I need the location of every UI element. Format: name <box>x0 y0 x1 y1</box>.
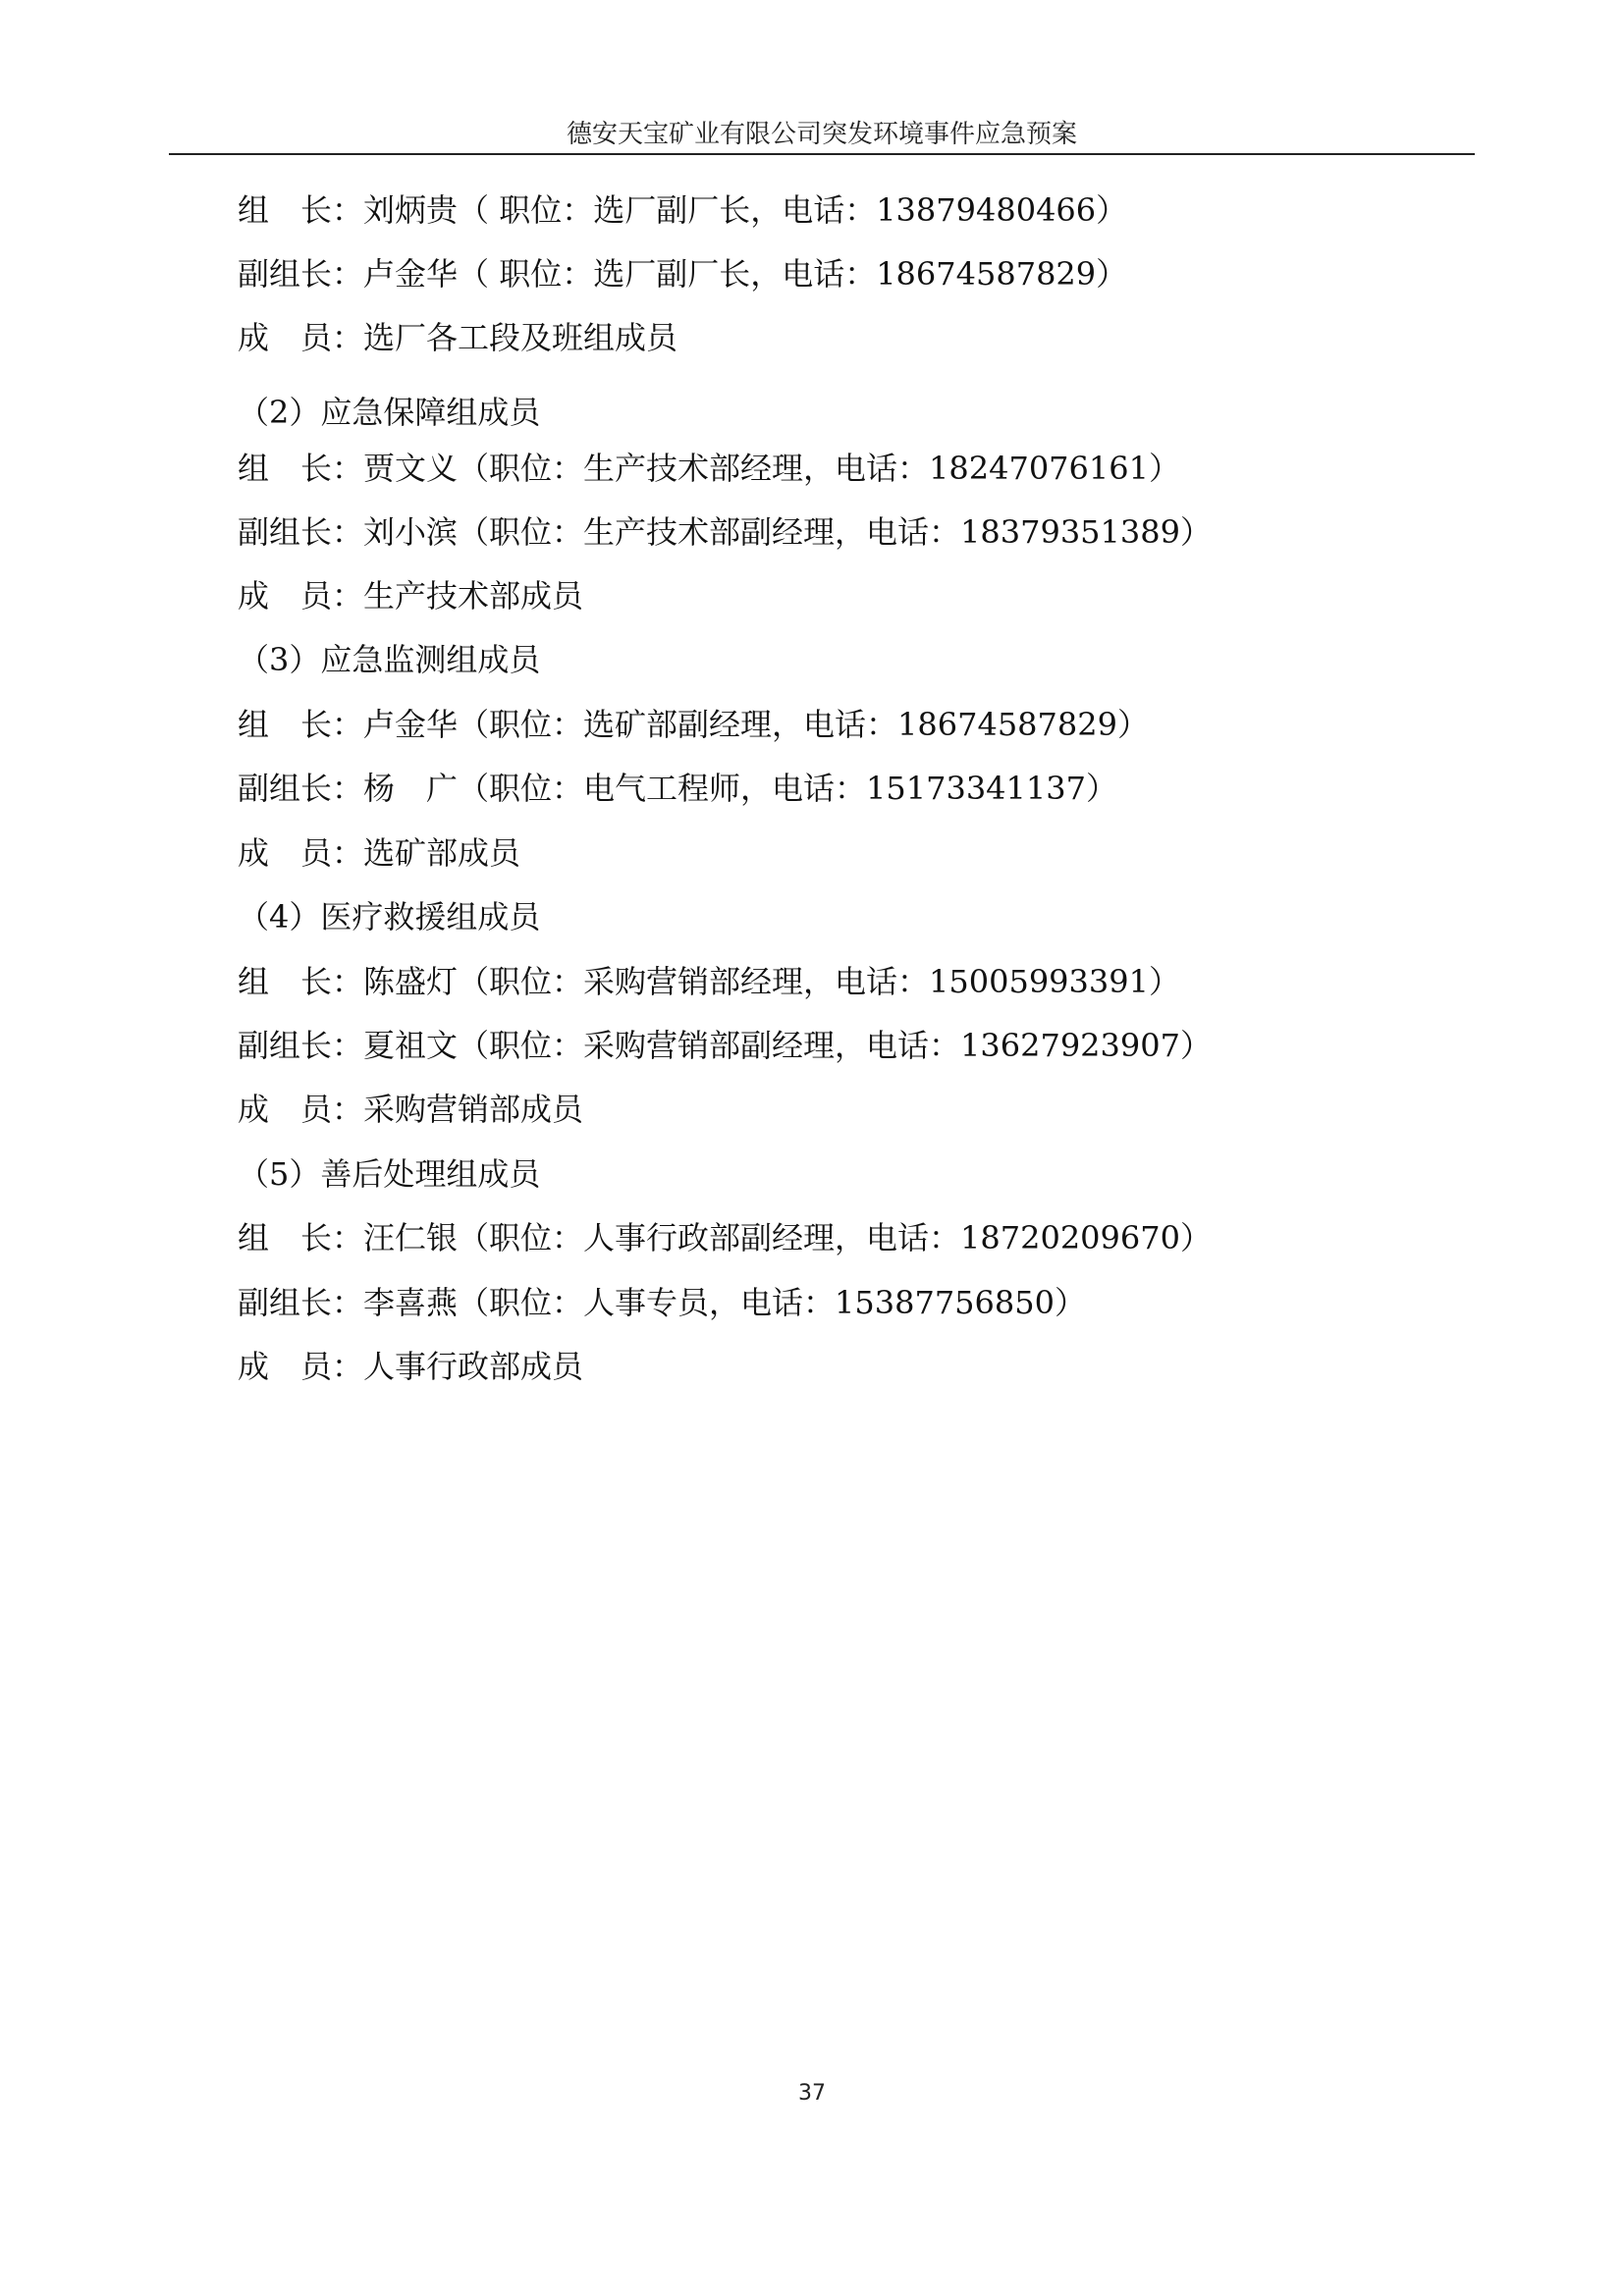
group-4-deputy-line <box>238 1024 1212 1067</box>
running-header: 德安天宝矿业有限公司突发环境事件应急预案 <box>566 120 1077 149</box>
group-2-leader-line <box>238 447 1180 490</box>
group-4-leader-label: 组 长： <box>238 963 364 1000</box>
group-5-leader-label: 组 长： <box>238 1219 364 1256</box>
group-3-leader-value: 卢金华（职位：选矿部副经理，电话：18674587829） <box>363 706 1149 743</box>
group-2-title: （2）应急保障组成员 <box>238 394 541 431</box>
group-2-members-label: 成 员： <box>238 577 364 614</box>
group-3-deputy-line <box>238 767 1117 810</box>
group-1-members-value: 选厂各工段及班组成员 <box>363 319 678 356</box>
group-3-members-value: 选矿部成员 <box>363 834 521 872</box>
group-2-members-value: 生产技术部成员 <box>363 577 584 614</box>
group-5-title: （5）善后处理组成员 <box>238 1155 541 1193</box>
group-5-leader-line <box>238 1216 1212 1259</box>
group-2-leader-label: 组 长： <box>238 450 364 487</box>
group-2-deputy-line <box>238 510 1212 554</box>
group-4-deputy-label: 副组长： <box>238 1027 364 1064</box>
group-5-deputy-line <box>238 1281 1086 1324</box>
group-4-members-label: 成 员： <box>238 1091 364 1128</box>
group-1-deputy-value: 卢金华（ 职位：选厂副厂长，电话：18674587829） <box>363 255 1128 293</box>
group-1-leader-label: 组 长： <box>238 191 364 229</box>
group-3-deputy-label: 副组长： <box>238 770 364 807</box>
group-1-leader-line <box>238 188 1127 232</box>
group-2-leader-value: 贾文义（职位：生产技术部经理，电话：18247076161） <box>363 450 1180 487</box>
group-5-members-label: 成 员： <box>238 1348 364 1385</box>
group-4-leader-value: 陈盛灯（职位：采购营销部经理，电话：15005993391） <box>363 963 1180 1000</box>
group-4-members-value: 采购营销部成员 <box>363 1091 584 1128</box>
group-3-leader-line <box>238 703 1149 746</box>
header-divider <box>169 153 1475 155</box>
group-2-members-line <box>238 574 583 617</box>
group-3-members-label: 成 员： <box>238 834 364 872</box>
group-2-deputy-value: 刘小滨（职位：生产技术部副经理，电话：18379351389） <box>363 513 1212 551</box>
group-2-deputy-label: 副组长： <box>238 513 364 551</box>
group-1-members-label: 成 员： <box>238 319 364 356</box>
group-1-leader-value: 刘炳贵（ 职位：选厂副厂长，电话：13879480466） <box>363 191 1128 229</box>
group-4-members-line <box>238 1088 583 1131</box>
group-3-deputy-value: 杨 广（职位：电气工程师，电话：15173341137） <box>363 770 1117 807</box>
group-1-deputy-label: 副组长： <box>238 255 364 293</box>
group-4-deputy-value: 夏祖文（职位：采购营销部副经理，电话：13627923907） <box>363 1027 1212 1064</box>
group-3-leader-label: 组 长： <box>238 706 364 743</box>
group-5-deputy-label: 副组长： <box>238 1284 364 1321</box>
group-4-title: （4）医疗救援组成员 <box>238 898 541 935</box>
group-5-members-line <box>238 1345 583 1388</box>
group-1-deputy-line <box>238 252 1127 295</box>
group-4-leader-line <box>238 960 1180 1003</box>
group-5-members-value: 人事行政部成员 <box>363 1348 584 1385</box>
group-3-title: （3）应急监测组成员 <box>238 641 541 678</box>
group-5-leader-value: 汪仁银（职位：人事行政部副经理，电话：18720209670） <box>363 1219 1212 1256</box>
group-1-members-line <box>238 316 677 359</box>
page-number: 37 <box>798 2081 826 2106</box>
group-3-members-line <box>238 831 520 875</box>
group-5-deputy-value: 李喜燕（职位：人事专员，电话：15387756850） <box>363 1284 1086 1321</box>
